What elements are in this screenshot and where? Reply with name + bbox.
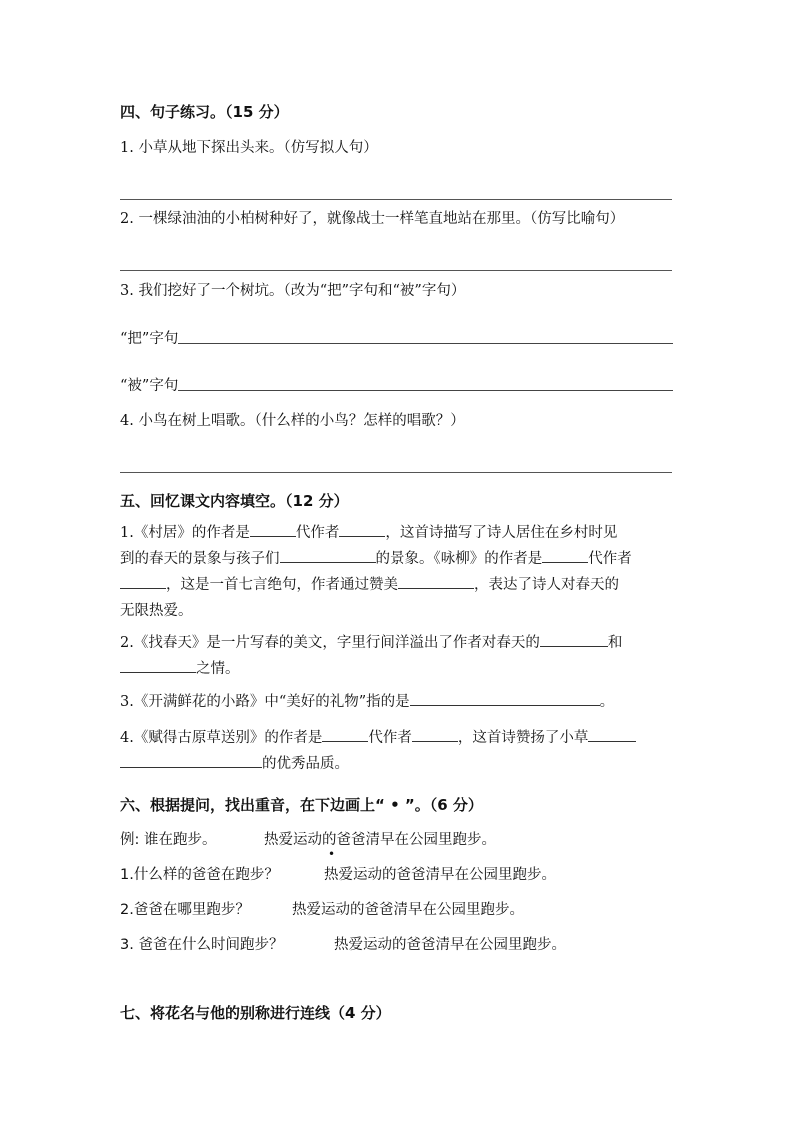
- blank-author-name-cunju[interactable]: [339, 522, 385, 537]
- blank-author-fude[interactable]: [322, 727, 368, 742]
- blank-author-yongliu[interactable]: [542, 548, 588, 563]
- s6-q3-sentence[interactable]: 热爱运动的爸爸清早在公园里跑步。: [334, 937, 566, 953]
- blank-author-name-fude[interactable]: [412, 727, 458, 742]
- blank-children-scene[interactable]: [280, 548, 376, 563]
- section-4-heading: 四、句子练习。（15 分）: [120, 103, 289, 121]
- section-7-heading: 七、将花名与他的别称进行连线（4 分）: [120, 1004, 391, 1022]
- s5-p1-f: 代作者: [588, 551, 632, 567]
- s6-q3: 3. 爸爸在什么时间跑步？: [120, 937, 284, 953]
- s4-q4: 4. 小鸟在树上唱歌。（什么样的小鸟？怎样的唱歌？）: [120, 413, 465, 429]
- s4-q3-bei-label: “被”字句: [120, 378, 179, 394]
- s5-p2-b: 和: [607, 635, 623, 651]
- s4-q1: 1. 小草从地下探出头来。（仿写拟人句）: [120, 140, 378, 156]
- blank-author-name-yongliu[interactable]: [120, 574, 166, 589]
- blank-gift[interactable]: [410, 691, 600, 706]
- s4-q2: 2. 一棵绿油油的小柏树种好了，就像战士一样笔直地站在那里。（仿写比喻句）: [120, 211, 625, 227]
- s5-p1-g: ，这是一首七言绝句，作者通过赞美: [166, 577, 398, 593]
- s5-p4-b: 代作者: [368, 730, 412, 746]
- s5-p4: [120, 725, 676, 777]
- s4-q3-bei-answer-line[interactable]: [178, 389, 673, 391]
- blank-grass-1[interactable]: [588, 727, 636, 742]
- s6-q1: 1.什么样的爸爸在跑步？: [120, 867, 279, 883]
- s5-p4-d: 的优秀品质。: [262, 756, 349, 772]
- s5-p2: [120, 630, 676, 682]
- s5-p3-a: 3.《开满鲜花的小路》中“美好的礼物”指的是: [120, 694, 410, 710]
- blank-grass-2[interactable]: [120, 753, 262, 768]
- s6-example-sentence: 热爱运动的爸爸清早在公园里跑步。: [264, 832, 496, 848]
- s5-p1-b: 代作者: [295, 525, 340, 541]
- s6-q1-sentence[interactable]: 热爱运动的爸爸清早在公园里跑步。: [324, 867, 556, 883]
- s5-p2-a: 2.《找春天》是一片写春的美文，字里行间洋溢出了作者对春天的: [120, 635, 540, 651]
- s4-q4-answer-line[interactable]: [120, 472, 672, 473]
- s5-p2-c: 之情。: [196, 661, 240, 677]
- s5-p1-c: ，这首诗描写了诗人居住在乡村时见: [385, 525, 618, 541]
- s4-q3-ba-row: [120, 327, 673, 348]
- blank-praise[interactable]: [398, 574, 474, 589]
- s5-p1-e: 的景象。《咏柳》的作者是: [375, 551, 543, 567]
- s5-p4-a: 4.《赋得古原草送别》的作者是: [120, 730, 323, 746]
- blank-author-cunju[interactable]: [250, 522, 296, 537]
- s5-p1: [120, 520, 676, 624]
- s6-q2: 2.爸爸在哪里跑步？: [120, 902, 250, 918]
- s4-q3-bei-row: [120, 374, 673, 395]
- s6-example-label: 例: 谁在跑步。: [120, 832, 217, 848]
- blank-feeling-1[interactable]: [540, 632, 608, 647]
- example-stress-dot: •: [328, 847, 336, 861]
- s5-p1-a: 1.《村居》的作者是: [120, 525, 250, 541]
- s4-q3-ba-answer-line[interactable]: [178, 342, 673, 344]
- s4-q1-answer-line[interactable]: [120, 199, 672, 200]
- s4-q2-answer-line[interactable]: [120, 270, 672, 271]
- s5-p1-d: 到的春天的景象与孩子们: [120, 551, 280, 567]
- s5-p3-b: 。: [599, 694, 615, 710]
- s5-p1-i: 无限热爱。: [120, 603, 193, 619]
- s5-p1-h: ，表达了诗人对春天的: [474, 577, 619, 593]
- section-6-heading: 六、根据提问，找出重音，在下边画上“ • ”。（6 分）: [120, 796, 483, 814]
- s4-q3: 3. 我们挖好了一个树坑。（改为“把”字句和“被”字句）: [120, 283, 466, 299]
- s5-p4-c: ，这首诗赞扬了小草: [457, 730, 589, 746]
- s5-p3: [120, 689, 676, 715]
- section-5-heading: 五、回忆课文内容填空。（12 分）: [120, 492, 349, 510]
- blank-feeling-2[interactable]: [120, 658, 196, 673]
- s6-q2-sentence[interactable]: 热爱运动的爸爸清早在公园里跑步。: [292, 902, 524, 918]
- s4-q3-ba-label: “把”字句: [120, 331, 179, 347]
